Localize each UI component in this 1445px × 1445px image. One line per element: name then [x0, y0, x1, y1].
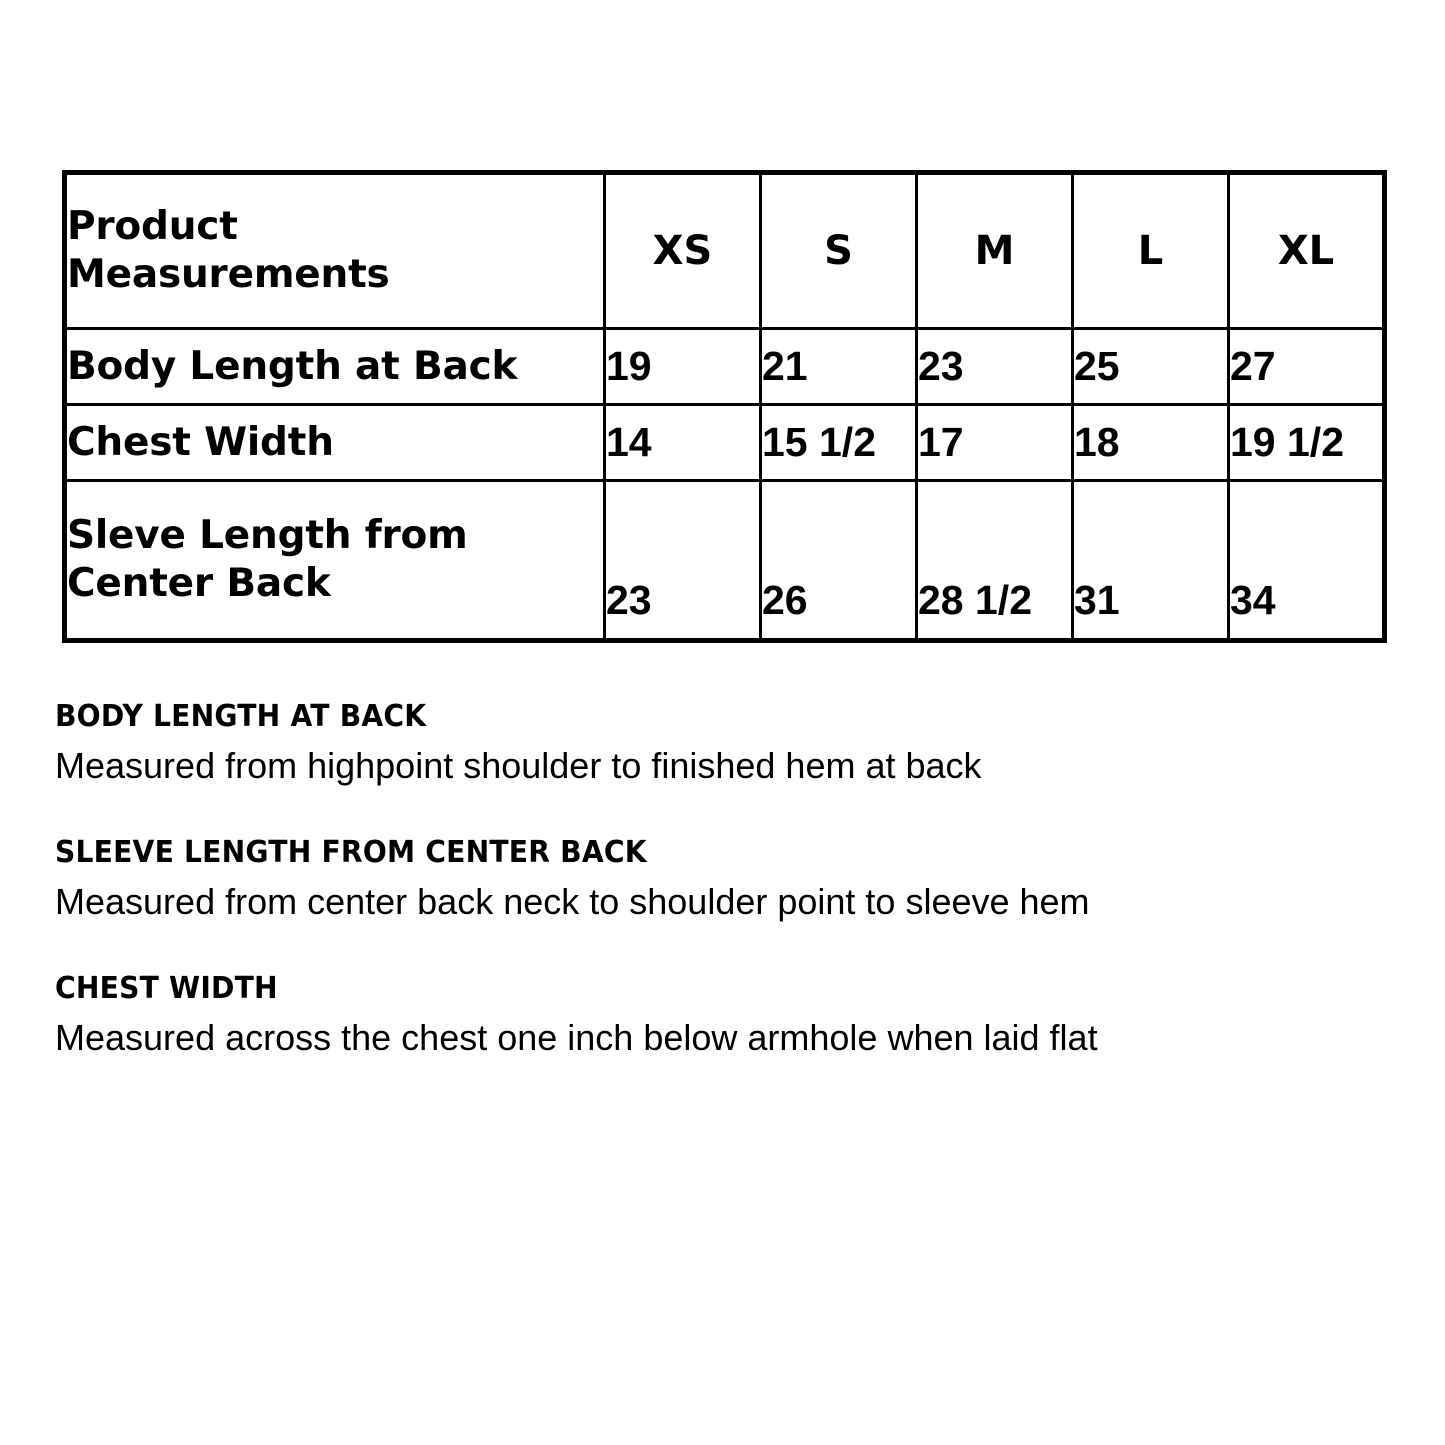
- header-label-line2: Measurements: [67, 252, 390, 297]
- size-chart-container: [62, 170, 1384, 643]
- sleeve-length-s: 26: [761, 481, 917, 641]
- row-label-chest-width: Chest Width: [65, 405, 605, 481]
- header-label-line1: Product: [67, 204, 238, 250]
- size-header-l: L: [1073, 173, 1229, 329]
- definition-title: CHEST WIDTH: [55, 971, 278, 1006]
- body-length-s: 21: [761, 329, 917, 405]
- definition-title: BODY LENGTH AT BACK: [55, 699, 427, 734]
- definition-body-length: [55, 700, 1355, 788]
- definitions-section: [55, 700, 1355, 1108]
- header-label-cell: [65, 173, 605, 329]
- definition-text: Measured from center back neck to shoulder point to sleeve hem: [55, 881, 1090, 922]
- size-header-xl: XL: [1229, 173, 1385, 329]
- size-header-xs: XS: [605, 173, 761, 329]
- chest-width-xl: 19 1/2: [1229, 405, 1385, 481]
- sleeve-label-line1: Sleve Length from: [67, 513, 468, 559]
- definition-text: Measured across the chest one inch below armhole when laid flat: [55, 1017, 1098, 1058]
- chest-width-s: 15 1/2: [761, 405, 917, 481]
- chest-width-xs: 14: [605, 405, 761, 481]
- definition-chest-width: [55, 972, 1355, 1060]
- sleeve-length-m: 28 1/2: [917, 481, 1073, 641]
- table-row: [65, 405, 1385, 481]
- body-length-xs: 19: [605, 329, 761, 405]
- body-length-xl: 27: [1229, 329, 1385, 405]
- chest-width-m: 17: [917, 405, 1073, 481]
- measurements-table: [62, 170, 1387, 643]
- size-header-s: S: [761, 173, 917, 329]
- sleeve-length-l: 31: [1073, 481, 1229, 641]
- row-label-sleeve-length: [65, 481, 605, 641]
- definition-title: SLEEVE LENGTH FROM CENTER BACK: [55, 835, 647, 870]
- sleeve-length-xl: 34: [1229, 481, 1385, 641]
- table-header-row: [65, 173, 1385, 329]
- body-length-m: 23: [917, 329, 1073, 405]
- definition-text: Measured from highpoint shoulder to finished hem at back: [55, 745, 982, 786]
- body-length-l: 25: [1073, 329, 1229, 405]
- size-header-m: M: [917, 173, 1073, 329]
- row-label-body-length: Body Length at Back: [65, 329, 605, 405]
- sleeve-length-xs: 23: [605, 481, 761, 641]
- sleeve-label-line2: Center Back: [67, 561, 331, 606]
- definition-sleeve-length: [55, 836, 1355, 924]
- chest-width-l: 18: [1073, 405, 1229, 481]
- table-row: [65, 329, 1385, 405]
- table-row: [65, 481, 1385, 641]
